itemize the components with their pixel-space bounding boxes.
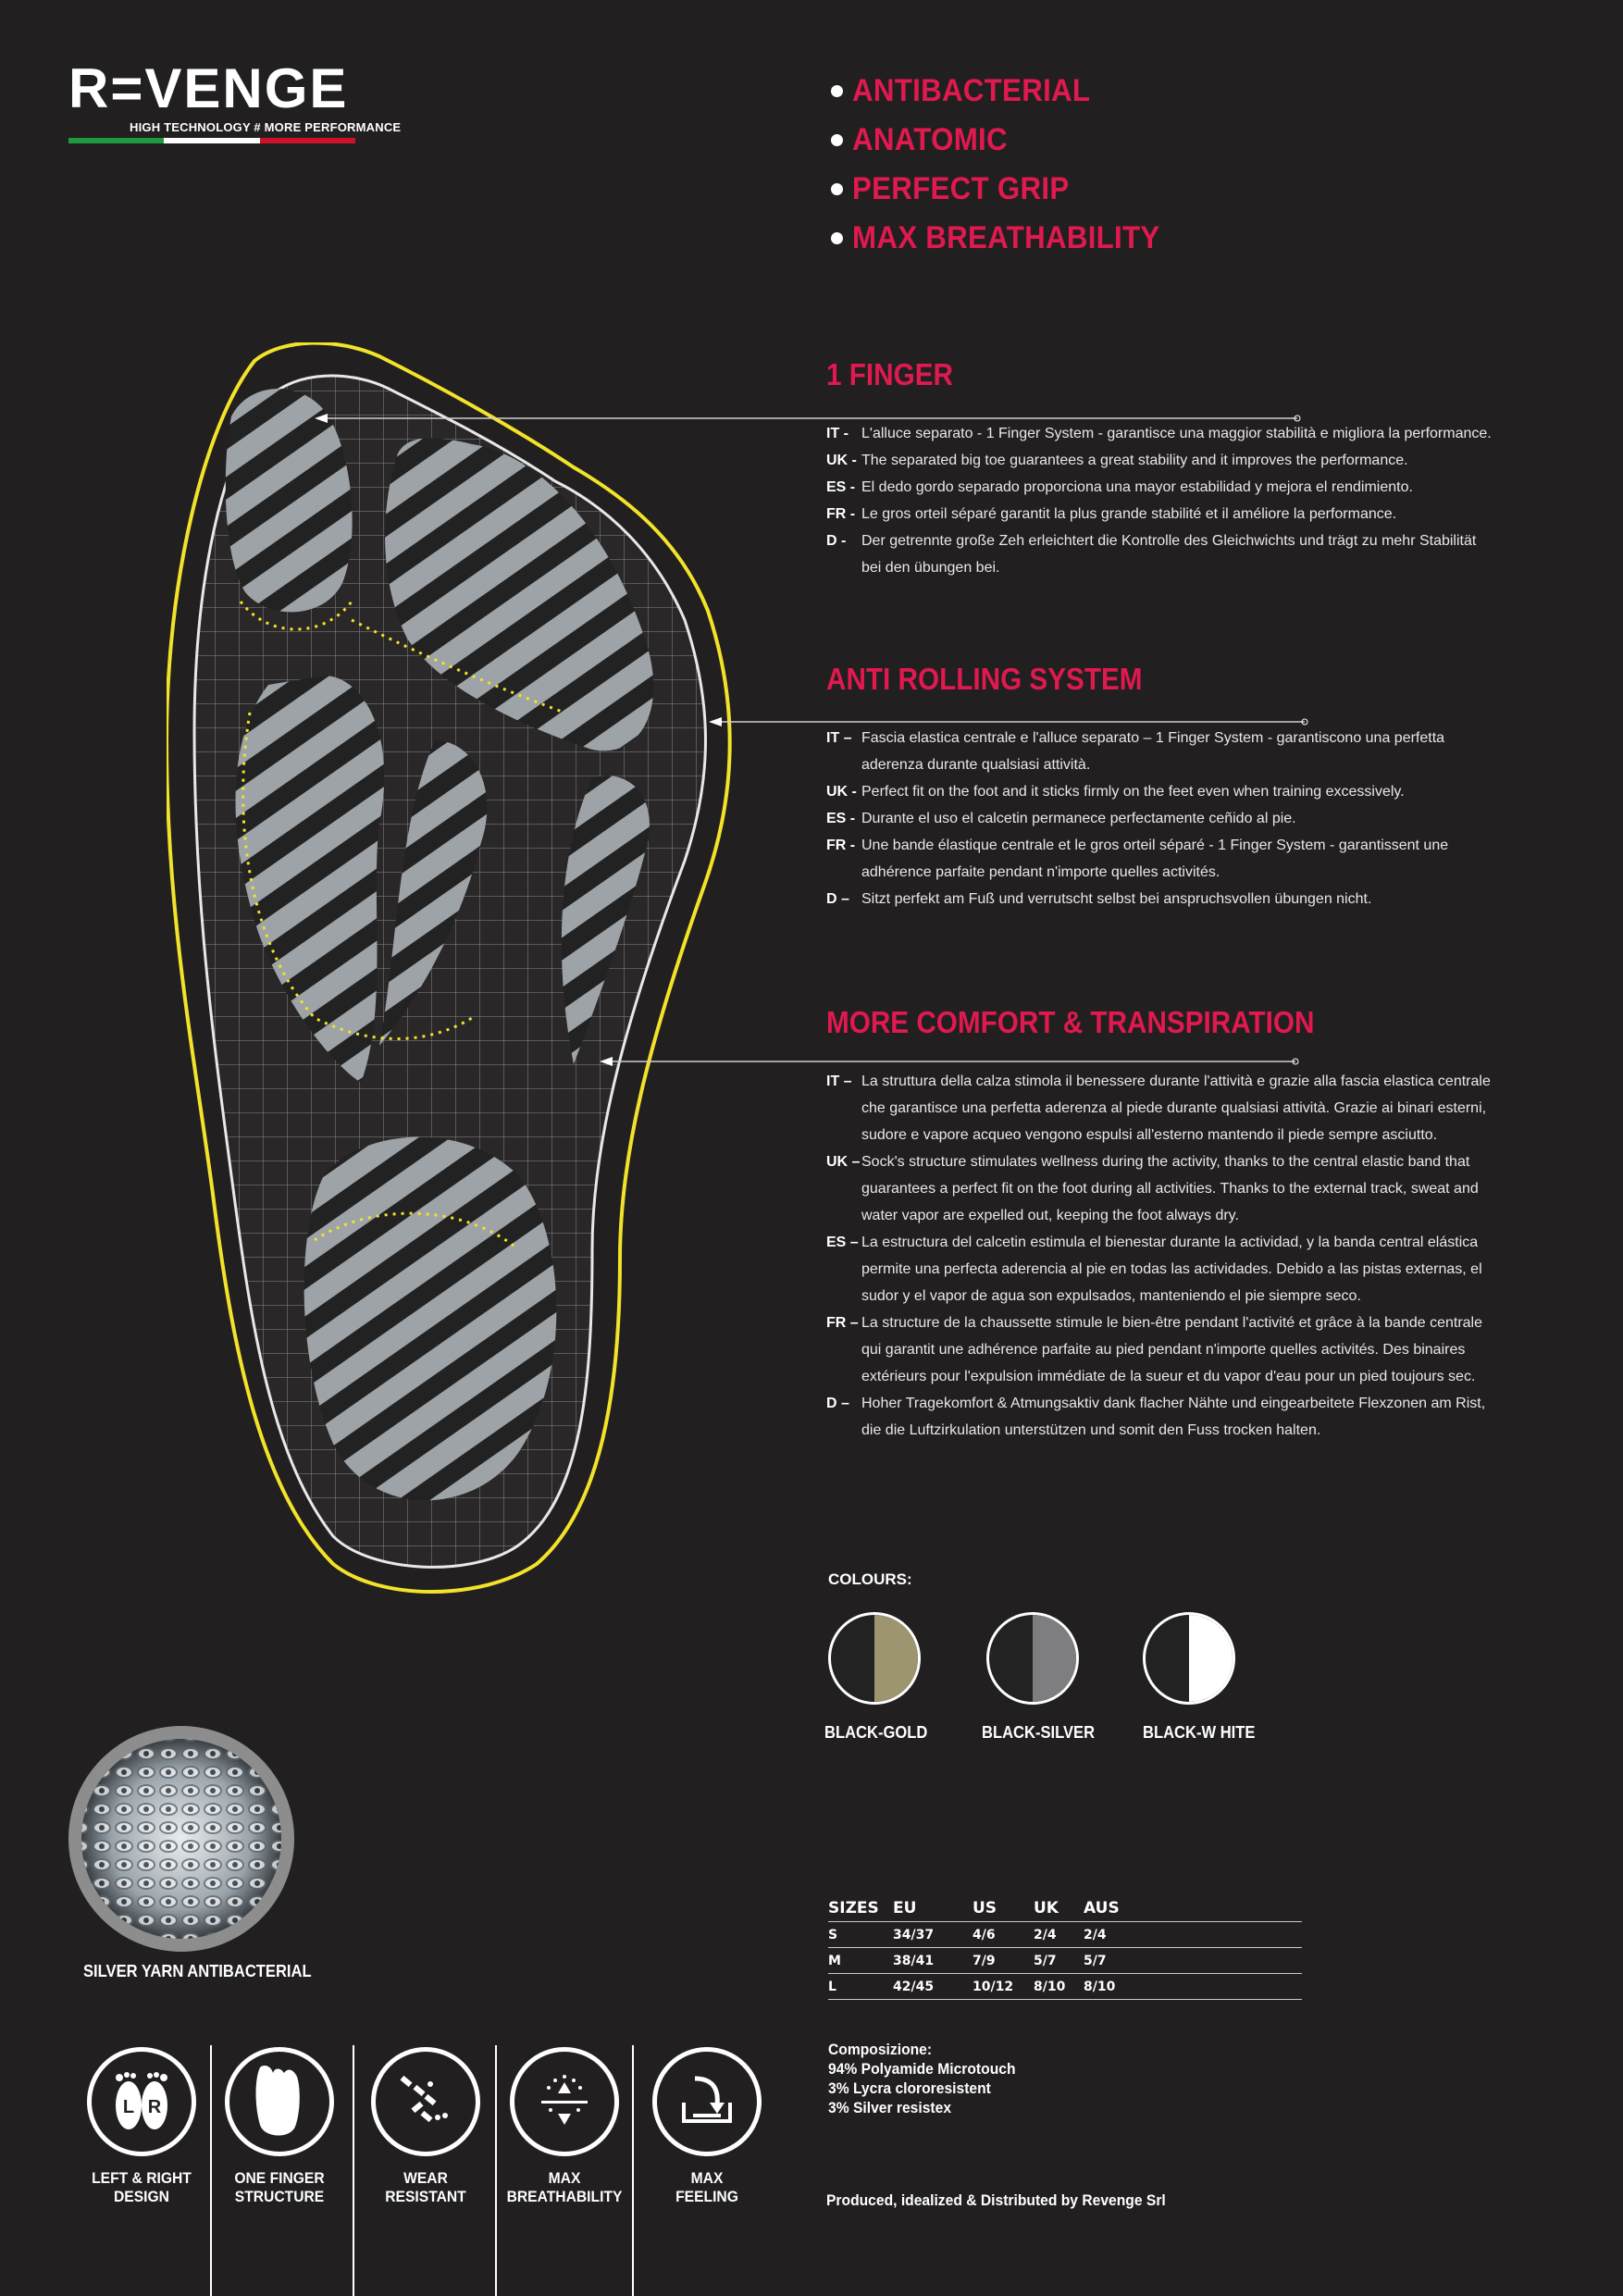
lang-row: D – Hoher Tragekomfort & Atmungsaktiv dank flacher Nähte und eingearbeitete Flexzonen am Rist, die die Luftzirkulation unterstützen und somit den Fuss trocken halten. (826, 1396, 1486, 1438)
colours-heading: COLOURS: (828, 1570, 912, 1588)
composition-line: 3% Lycra clororesistent (828, 2079, 991, 2097)
lang-row: D - Der getrennte große Zeh erleichtert die Kontrolle des Gleichwichts und trägt zu mehr Stabilität bei den übungen bei. (826, 533, 1477, 576)
lang-row: D – Sitzt perfekt am Fuß und verrutscht selbst bei anspruchsvollen übungen nicht. (826, 891, 1372, 907)
cell: M (828, 1948, 893, 1974)
feeling-icon (652, 2047, 762, 2156)
lang-row: FR – La structure de la chaussette stimule le bien-être pendant l'activité et grâce à la bande centrale qui garantit une adhérence parfaite au pied pendant n'importe quelles activités. Des binaires extérieurs pour l'expulsion immédiate de la sueur et du vapor d'eau pour un pied toujours sec. (826, 1315, 1483, 1384)
feature-list (831, 67, 1186, 263)
flag-green (68, 138, 164, 143)
composition-line: 3% Silver resistex (828, 2099, 952, 2116)
badge-label-line: BREATHABILITY (506, 2188, 623, 2205)
bullet-icon (831, 134, 843, 146)
lang-row: FR - Le gros orteil séparé garantit la plus grande stabilité et il améliore la performance. (826, 506, 1397, 522)
silver-yarn-image (68, 1726, 294, 1952)
bullet-icon (831, 232, 843, 244)
feature-badge-wear-resistant (356, 2047, 495, 2206)
cell: 34/37 (893, 1922, 973, 1948)
one-finger-sock-icon (225, 2047, 334, 2156)
cell: 2/4 (1084, 1922, 1302, 1948)
svg-text:R: R (147, 2097, 162, 2117)
col-header: US (973, 1897, 1034, 1922)
lang-row: IT – Fascia elastica centrale e l'alluce separato – 1 Finger System - garantiscono una perfetta aderenza durante qualsiasi attività. (826, 730, 1445, 773)
section-title: MORE COMFORT & TRANSPIRATION (826, 1005, 1315, 1039)
lang-row: ES - Durante el uso el calcetin permanece perfectamente ceñido al pie. (826, 811, 1296, 826)
composition-line: 94% Polyamide Microtouch (828, 2060, 1016, 2078)
italian-flag-stripe (68, 138, 355, 143)
badge-label-line: DESIGN (114, 2188, 169, 2205)
badge-label (501, 2169, 628, 2206)
flag-red (260, 138, 355, 143)
swatch-label: BLACK-SILVER (982, 1723, 1096, 1742)
feature-item: ANATOMIC (831, 116, 1186, 165)
cell: 38/41 (893, 1948, 973, 1974)
table-row (828, 1948, 1302, 1974)
feature-item: PERFECT GRIP (831, 165, 1186, 214)
lang-row: ES – La estructura del calcetin estimula el bienestar durante la actividad, y la banda central elástica permite una perfecta aderencia al pie en todas las actividades. Debido a las pistas externas, el sudor y el vapor de agua son expulsados, manteniendo el pie siempre seco. (826, 1235, 1482, 1304)
bullet-icon (831, 183, 843, 195)
badge-label-line: STRUCTURE (234, 2188, 325, 2205)
cell: 4/6 (973, 1922, 1034, 1948)
bullet-icon (831, 85, 843, 97)
feature-badge-left-right (72, 2047, 211, 2206)
flag-white (164, 138, 259, 143)
lang-row: FR - Une bande élastique centrale et le gros orteil séparé - 1 Finger System - garantissent une adhérence parfaite pendant n'importe quelles activités. (826, 838, 1449, 880)
col-header: SIZES (828, 1897, 893, 1922)
breathability-icon (510, 2047, 619, 2156)
badge-label (216, 2169, 343, 2206)
badge-label-line: MAX (548, 2169, 581, 2187)
size-table (828, 1897, 1302, 2000)
section-1-finger (826, 357, 1493, 581)
badge-label-line: MAX (690, 2169, 724, 2187)
table-row (828, 1974, 1302, 2000)
cell: 5/7 (1034, 1948, 1084, 1974)
brand-logo (68, 57, 402, 143)
composition-heading: Composizione: (828, 2041, 933, 2058)
col-header: EU (893, 1897, 973, 1922)
logo-wordmark: R=VENGE (68, 57, 349, 119)
feature-item: ANTIBACTERIAL (831, 67, 1186, 116)
badge-label-line: LEFT & RIGHT (92, 2169, 192, 2187)
cell: 2/4 (1034, 1922, 1084, 1948)
badge-label-line: ONE FINGER (234, 2169, 325, 2187)
producer-credit: Produced, idealized & Distributed by Revenge Srl (826, 2191, 1166, 2209)
feature-badge-breathability (495, 2047, 634, 2206)
cell: L (828, 1974, 893, 2000)
col-header: AUS (1084, 1897, 1302, 1922)
cell: 5/7 (1084, 1948, 1302, 1974)
feature-item: MAX BREATHABILITY (831, 214, 1186, 263)
badge-label (78, 2169, 205, 2206)
cell: S (828, 1922, 893, 1948)
logo-tagline: HIGH TECHNOLOGY # MORE PERFORMANCE (130, 120, 402, 134)
feature-badge-one-finger (210, 2047, 349, 2206)
divider (353, 2045, 354, 2296)
badge-label (643, 2169, 771, 2206)
badge-label (362, 2169, 489, 2206)
lang-row: IT – La struttura della calza stimola il benessere durante l'attività e grazie alla fascia elastica centrale che garantisce una perfetta aderenza al piede durante qualsiasi attività. Grazie ai binari esterni, sudore e vapore acqueo vengono espulsi all'esterno mantendo il piede sempre asciutto. (826, 1074, 1491, 1143)
cell: 8/10 (1034, 1974, 1084, 2000)
badge-label-line: RESISTANT (385, 2188, 466, 2205)
swatch-label: BLACK-W HITE (1143, 1723, 1256, 1742)
swatch-black-gold[interactable] (828, 1612, 921, 1705)
swatch-black-silver[interactable] (986, 1612, 1079, 1705)
cell: 8/10 (1084, 1974, 1302, 2000)
col-header: UK (1034, 1897, 1084, 1922)
lang-row: IT - L'alluce separato - 1 Finger System - garantisce una maggior stabilità e migliora la performance. (826, 426, 1492, 441)
section-anti-rolling (826, 662, 1493, 912)
badge-label-line: WEAR (403, 2169, 448, 2187)
lang-row: UK - Perfect fit on the foot and it sticks firmly on the feet even when training excessively. (826, 784, 1405, 800)
badge-label-line: FEELING (675, 2188, 738, 2205)
feature-badge-max-feeling (638, 2047, 776, 2206)
table-row (828, 1922, 1302, 1948)
composition (828, 2040, 1016, 2117)
svg-text:L: L (122, 2097, 135, 2117)
section-comfort (826, 1005, 1493, 1444)
size-table-header (828, 1897, 1302, 1922)
wear-resistant-icon (371, 2047, 480, 2156)
heel-zone (304, 1137, 557, 1501)
lang-row: ES - El dedo gordo separado proporciona una mayor estabilidad y mejora el rendimiento. (826, 479, 1413, 495)
swatch-half (1033, 1615, 1076, 1702)
cell: 42/45 (893, 1974, 973, 2000)
swatch-half (1189, 1615, 1233, 1702)
swatch-half (874, 1615, 918, 1702)
swatch-label: BLACK-GOLD (824, 1723, 928, 1742)
cell: 10/12 (973, 1974, 1034, 2000)
swatch-black-white[interactable] (1143, 1612, 1235, 1705)
section-title: ANTI ROLLING SYSTEM (826, 662, 1143, 696)
silver-yarn-label: SILVER YARN ANTIBACTERIAL (83, 1962, 312, 1980)
divider (632, 2045, 634, 2296)
cell: 7/9 (973, 1948, 1034, 1974)
section-title: 1 FINGER (826, 357, 953, 391)
lang-row: UK – Sock's structure stimulates wellness during the activity, thanks to the central elastic band that guarantees a perfect fit on the foot during all activities. Thanks to the external track, sweat and water vapor are expelled out, keeping the foot always dry. (826, 1154, 1479, 1223)
lang-row: UK - The separated big toe guarantees a great stability and it improves the performance. (826, 453, 1408, 468)
left-right-feet-icon (87, 2047, 196, 2156)
